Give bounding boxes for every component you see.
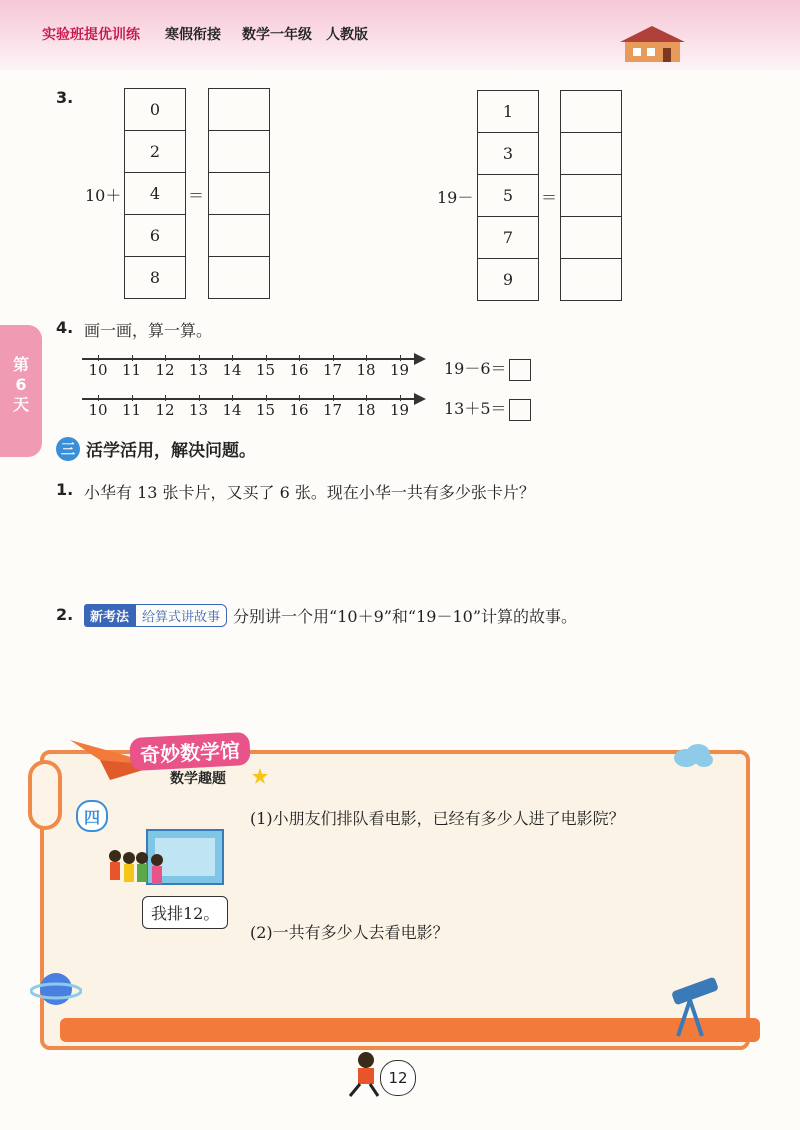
q3-right-cell: 5 bbox=[478, 175, 538, 217]
q3-left-cell: 6 bbox=[125, 215, 185, 257]
number-line-label: 19 bbox=[389, 361, 410, 379]
arrow-icon bbox=[414, 393, 426, 405]
arrow-icon bbox=[414, 353, 426, 365]
q3-left-answers bbox=[208, 88, 270, 299]
answer-cell[interactable] bbox=[561, 217, 621, 259]
number-line-label: 10 bbox=[88, 361, 108, 379]
q4-instruction: 画一画，算一算。 bbox=[84, 321, 213, 340]
number-line-label: 14 bbox=[222, 401, 242, 419]
answer-cell[interactable] bbox=[209, 131, 269, 173]
number-line-label: 14 bbox=[222, 361, 242, 379]
number-line-label: 19 bbox=[389, 401, 410, 419]
cloud-icon bbox=[672, 742, 714, 768]
answer-cell[interactable] bbox=[209, 89, 269, 131]
q3-left-cell: 0 bbox=[125, 89, 185, 131]
q3-right-column bbox=[477, 90, 539, 301]
q3-left-cell: 4 bbox=[125, 173, 185, 215]
number-line-label: 13 bbox=[188, 361, 209, 379]
q3-left-column bbox=[124, 88, 186, 299]
q3-right-prefix: 19－ bbox=[437, 188, 474, 207]
q3-left-cell: 2 bbox=[125, 131, 185, 173]
cinema-queue-illustration bbox=[105, 828, 225, 890]
problem1-number: 1. bbox=[56, 480, 74, 499]
problem2-text: 分别讲一个用“10＋9”和“19－10”计算的故事。 bbox=[233, 607, 578, 626]
header-brand: 实验班提优训练 bbox=[42, 27, 140, 43]
speech-bubble: 我排12。 bbox=[142, 896, 228, 929]
number-line-label: 16 bbox=[289, 401, 309, 419]
number-line-label: 18 bbox=[356, 401, 376, 419]
q3-right-answers bbox=[560, 90, 622, 301]
fun-math-q1: (1)小朋友们排队看电影，已经有多少人进了电影院？ bbox=[250, 809, 625, 828]
q4-eq2 bbox=[444, 396, 531, 421]
answer-cell[interactable] bbox=[561, 259, 621, 300]
answer-cell[interactable] bbox=[561, 133, 621, 175]
running-kid-icon bbox=[340, 1050, 384, 1100]
page-number: 12 bbox=[380, 1060, 416, 1096]
number-line-label: 17 bbox=[322, 401, 343, 419]
new-exam-tag: 新考法 bbox=[84, 604, 135, 627]
day-tab-line2: 6 bbox=[15, 375, 27, 394]
telescope-icon bbox=[662, 966, 722, 1038]
planet-icon bbox=[30, 966, 82, 1012]
answer-cell[interactable] bbox=[209, 215, 269, 257]
number-line-label: 12 bbox=[155, 401, 175, 419]
number-line-label: 11 bbox=[121, 401, 142, 419]
answer-cell[interactable] bbox=[209, 173, 269, 215]
star-icon bbox=[252, 768, 268, 784]
problem2-line bbox=[84, 604, 577, 627]
number-line-label: 18 bbox=[356, 361, 376, 379]
number-line-label: 17 bbox=[322, 361, 343, 379]
day-tab bbox=[0, 325, 42, 457]
problem1-text: 小华有 13 张卡片，又买了 6 张。现在小华一共有多少张卡片？ bbox=[84, 483, 535, 502]
scroll-curl bbox=[28, 760, 62, 830]
number-line-label: 16 bbox=[289, 361, 309, 379]
fun-math-title: 奇妙数学馆 bbox=[129, 732, 251, 771]
house-icon bbox=[615, 24, 690, 64]
day-tab-line3: 天 bbox=[12, 395, 29, 414]
answer-cell[interactable] bbox=[561, 175, 621, 217]
problem2-number: 2. bbox=[56, 605, 74, 624]
number-line-label: 15 bbox=[255, 401, 276, 419]
problem4-badge: 四 bbox=[76, 800, 108, 832]
q3-left-equals: ＝ bbox=[188, 186, 205, 205]
q3-left-prefix: 10＋ bbox=[85, 186, 122, 205]
q4-eq1-text: 19－6＝ bbox=[444, 359, 507, 378]
q3-number: 3. bbox=[56, 88, 74, 107]
fun-math-q2: (2)一共有多少人去看电影？ bbox=[250, 923, 449, 942]
header-series: 寒假衔接 bbox=[165, 27, 221, 43]
q3-left-cell: 8 bbox=[149, 268, 161, 287]
number-line-2 bbox=[82, 398, 422, 400]
q4-eq1 bbox=[444, 356, 531, 381]
number-line-label: 10 bbox=[88, 401, 108, 419]
answer-box[interactable] bbox=[509, 359, 531, 381]
q4-eq2-text: 13＋5＝ bbox=[444, 399, 507, 418]
q3-right-cell: 1 bbox=[478, 91, 538, 133]
number-line-label: 15 bbox=[255, 361, 276, 379]
answer-cell[interactable] bbox=[561, 91, 621, 133]
number-line-1 bbox=[82, 358, 422, 360]
answer-box[interactable] bbox=[509, 399, 531, 421]
fun-math-subtitle: 数学趣题 bbox=[170, 771, 226, 787]
scroll-bottom-bar bbox=[60, 1018, 760, 1042]
number-line-label: 13 bbox=[188, 401, 209, 419]
header-edition: 人教版 bbox=[326, 27, 368, 43]
story-tag: 给算式讲故事 bbox=[135, 604, 227, 627]
q4-number: 4. bbox=[56, 318, 74, 337]
number-line-label: 12 bbox=[155, 361, 175, 379]
q3-right-equals: ＝ bbox=[541, 188, 558, 207]
answer-cell[interactable] bbox=[209, 257, 269, 298]
number-line-label: 11 bbox=[121, 361, 142, 379]
section-number-icon: 三 bbox=[56, 437, 80, 461]
q3-right-cell: 9 bbox=[502, 270, 514, 289]
day-tab-line1: 第 bbox=[12, 355, 29, 374]
header-subject: 数学一年级 bbox=[242, 27, 312, 43]
q3-right-cell: 3 bbox=[478, 133, 538, 175]
section3-heading bbox=[56, 436, 256, 461]
q3-right-cell: 7 bbox=[478, 217, 538, 259]
section3-title: 活学活用，解决问题。 bbox=[86, 441, 256, 461]
